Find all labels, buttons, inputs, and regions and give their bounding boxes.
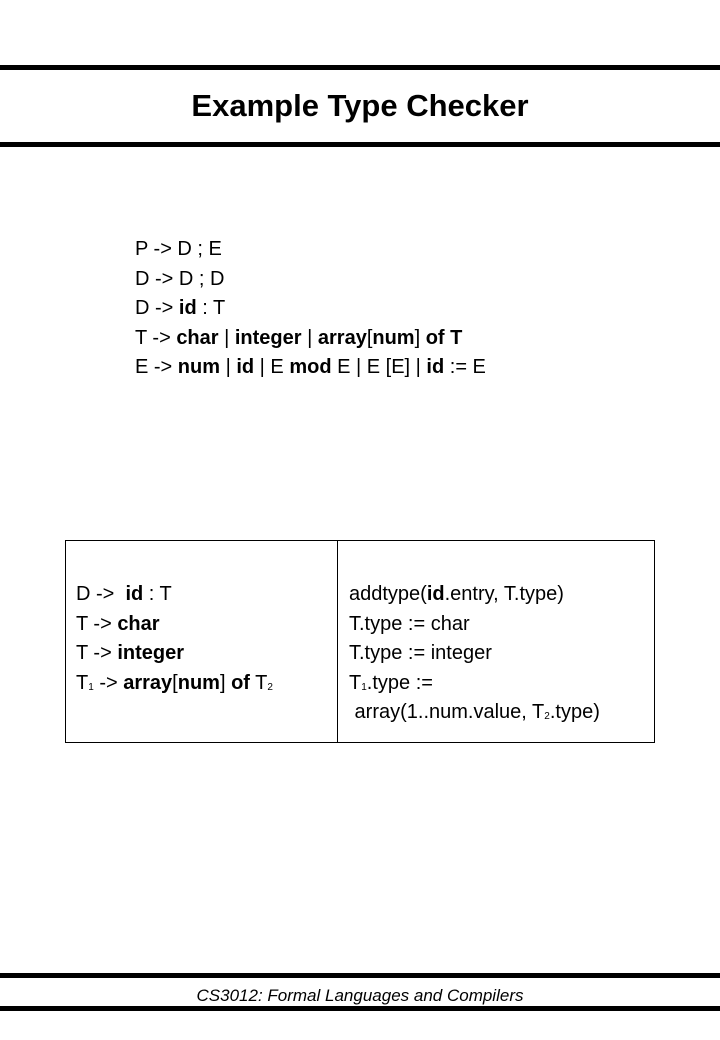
production-part: : T <box>143 583 172 605</box>
grammar-block <box>135 235 486 383</box>
production-part: T -> <box>76 642 118 664</box>
production-subscript: 2 <box>267 681 273 693</box>
grammar-line-4-keyword: char <box>176 326 219 349</box>
rule-part: .type) <box>549 701 600 723</box>
top-rule-upper <box>0 65 720 70</box>
slide-title: Example Type Checker <box>191 88 529 123</box>
production-keyword: char <box>117 612 160 635</box>
production-part: ] <box>219 671 232 694</box>
grammar-line-4-part: | <box>301 326 318 349</box>
grammar-line-4-part: ] <box>414 326 426 349</box>
grammar-line-1 <box>135 235 486 265</box>
rule-keyword: id <box>426 583 445 605</box>
production-part: T -> <box>76 612 118 635</box>
rule-part: .type := <box>366 671 433 694</box>
grammar-line-3-keyword: id <box>178 297 197 319</box>
production-keyword: integer <box>117 642 184 664</box>
grammar-line-5-keyword: mod <box>289 356 332 378</box>
rule-part: T <box>349 671 362 694</box>
rule-subscript: 2 <box>544 711 550 722</box>
grammar-line-4 <box>135 324 486 354</box>
production-part: [ <box>172 671 178 694</box>
top-rule-lower <box>0 142 720 147</box>
rule-part: T.type := char <box>349 612 470 635</box>
production-row-4 <box>76 669 273 699</box>
grammar-line-1-text: P -> D ; E <box>135 238 222 260</box>
grammar-line-5-keyword: num <box>177 356 221 378</box>
production-row-3 <box>76 639 273 669</box>
production-part: -> <box>93 671 124 694</box>
grammar-line-5-part: | E <box>254 356 290 378</box>
grammar-line-3 <box>135 294 486 324</box>
grammar-line-4-keyword: integer <box>234 326 302 349</box>
grammar-line-3-part: : T <box>196 297 226 319</box>
production-keyword: of <box>231 671 250 694</box>
rule-row-5 <box>349 698 600 728</box>
rule-part: .entry, T.type) <box>444 583 564 605</box>
grammar-line-3-part: D -> <box>135 297 179 319</box>
grammar-line-4-part: T -> <box>135 326 177 349</box>
grammar-line-5-part: E -> <box>135 356 178 378</box>
rule-row-4 <box>349 669 600 699</box>
rule-row-1 <box>349 580 600 610</box>
grammar-line-5-part: := E <box>444 356 486 378</box>
grammar-line-4-part: | <box>218 326 235 349</box>
grammar-line-5-keyword: id <box>426 356 445 378</box>
grammar-line-5-part: | <box>220 356 237 378</box>
bottom-rule-upper <box>0 973 720 978</box>
grammar-line-4-keyword: num <box>372 326 415 349</box>
production-part: T <box>249 671 268 694</box>
production-keyword: array <box>123 671 173 694</box>
rule-part: T.type := integer <box>349 642 492 664</box>
production-keyword: num <box>177 671 220 694</box>
rule-subscript: 1 <box>361 681 367 693</box>
rule-part: array(1..num.value, T <box>349 701 545 723</box>
footer-course-title: CS3012: Formal Languages and Compilers <box>196 986 524 1005</box>
productions-column <box>76 580 273 698</box>
production-subscript: 1 <box>88 681 94 693</box>
production-part: D -> <box>76 583 126 605</box>
grammar-line-5 <box>135 353 486 383</box>
grammar-line-2 <box>135 265 486 295</box>
grammar-line-2-text: D -> D ; D <box>135 267 225 290</box>
bottom-rule-lower <box>0 1006 720 1011</box>
grammar-line-4-part: [ <box>366 326 373 349</box>
production-row-1 <box>76 580 273 610</box>
production-row-2 <box>76 610 273 640</box>
grammar-line-5-keyword: id <box>236 356 255 378</box>
production-part: T <box>76 671 89 694</box>
definitions-column-divider <box>337 540 338 743</box>
production-keyword: id <box>125 583 144 605</box>
rule-part: addtype( <box>349 583 427 605</box>
rule-row-3 <box>349 639 600 669</box>
semantic-rules-column <box>349 580 600 728</box>
grammar-line-4-keyword: array <box>317 326 367 349</box>
rule-row-2 <box>349 610 600 640</box>
grammar-line-5-part: E | E [E] | <box>331 356 427 378</box>
grammar-line-4-keyword: of T <box>425 326 463 349</box>
